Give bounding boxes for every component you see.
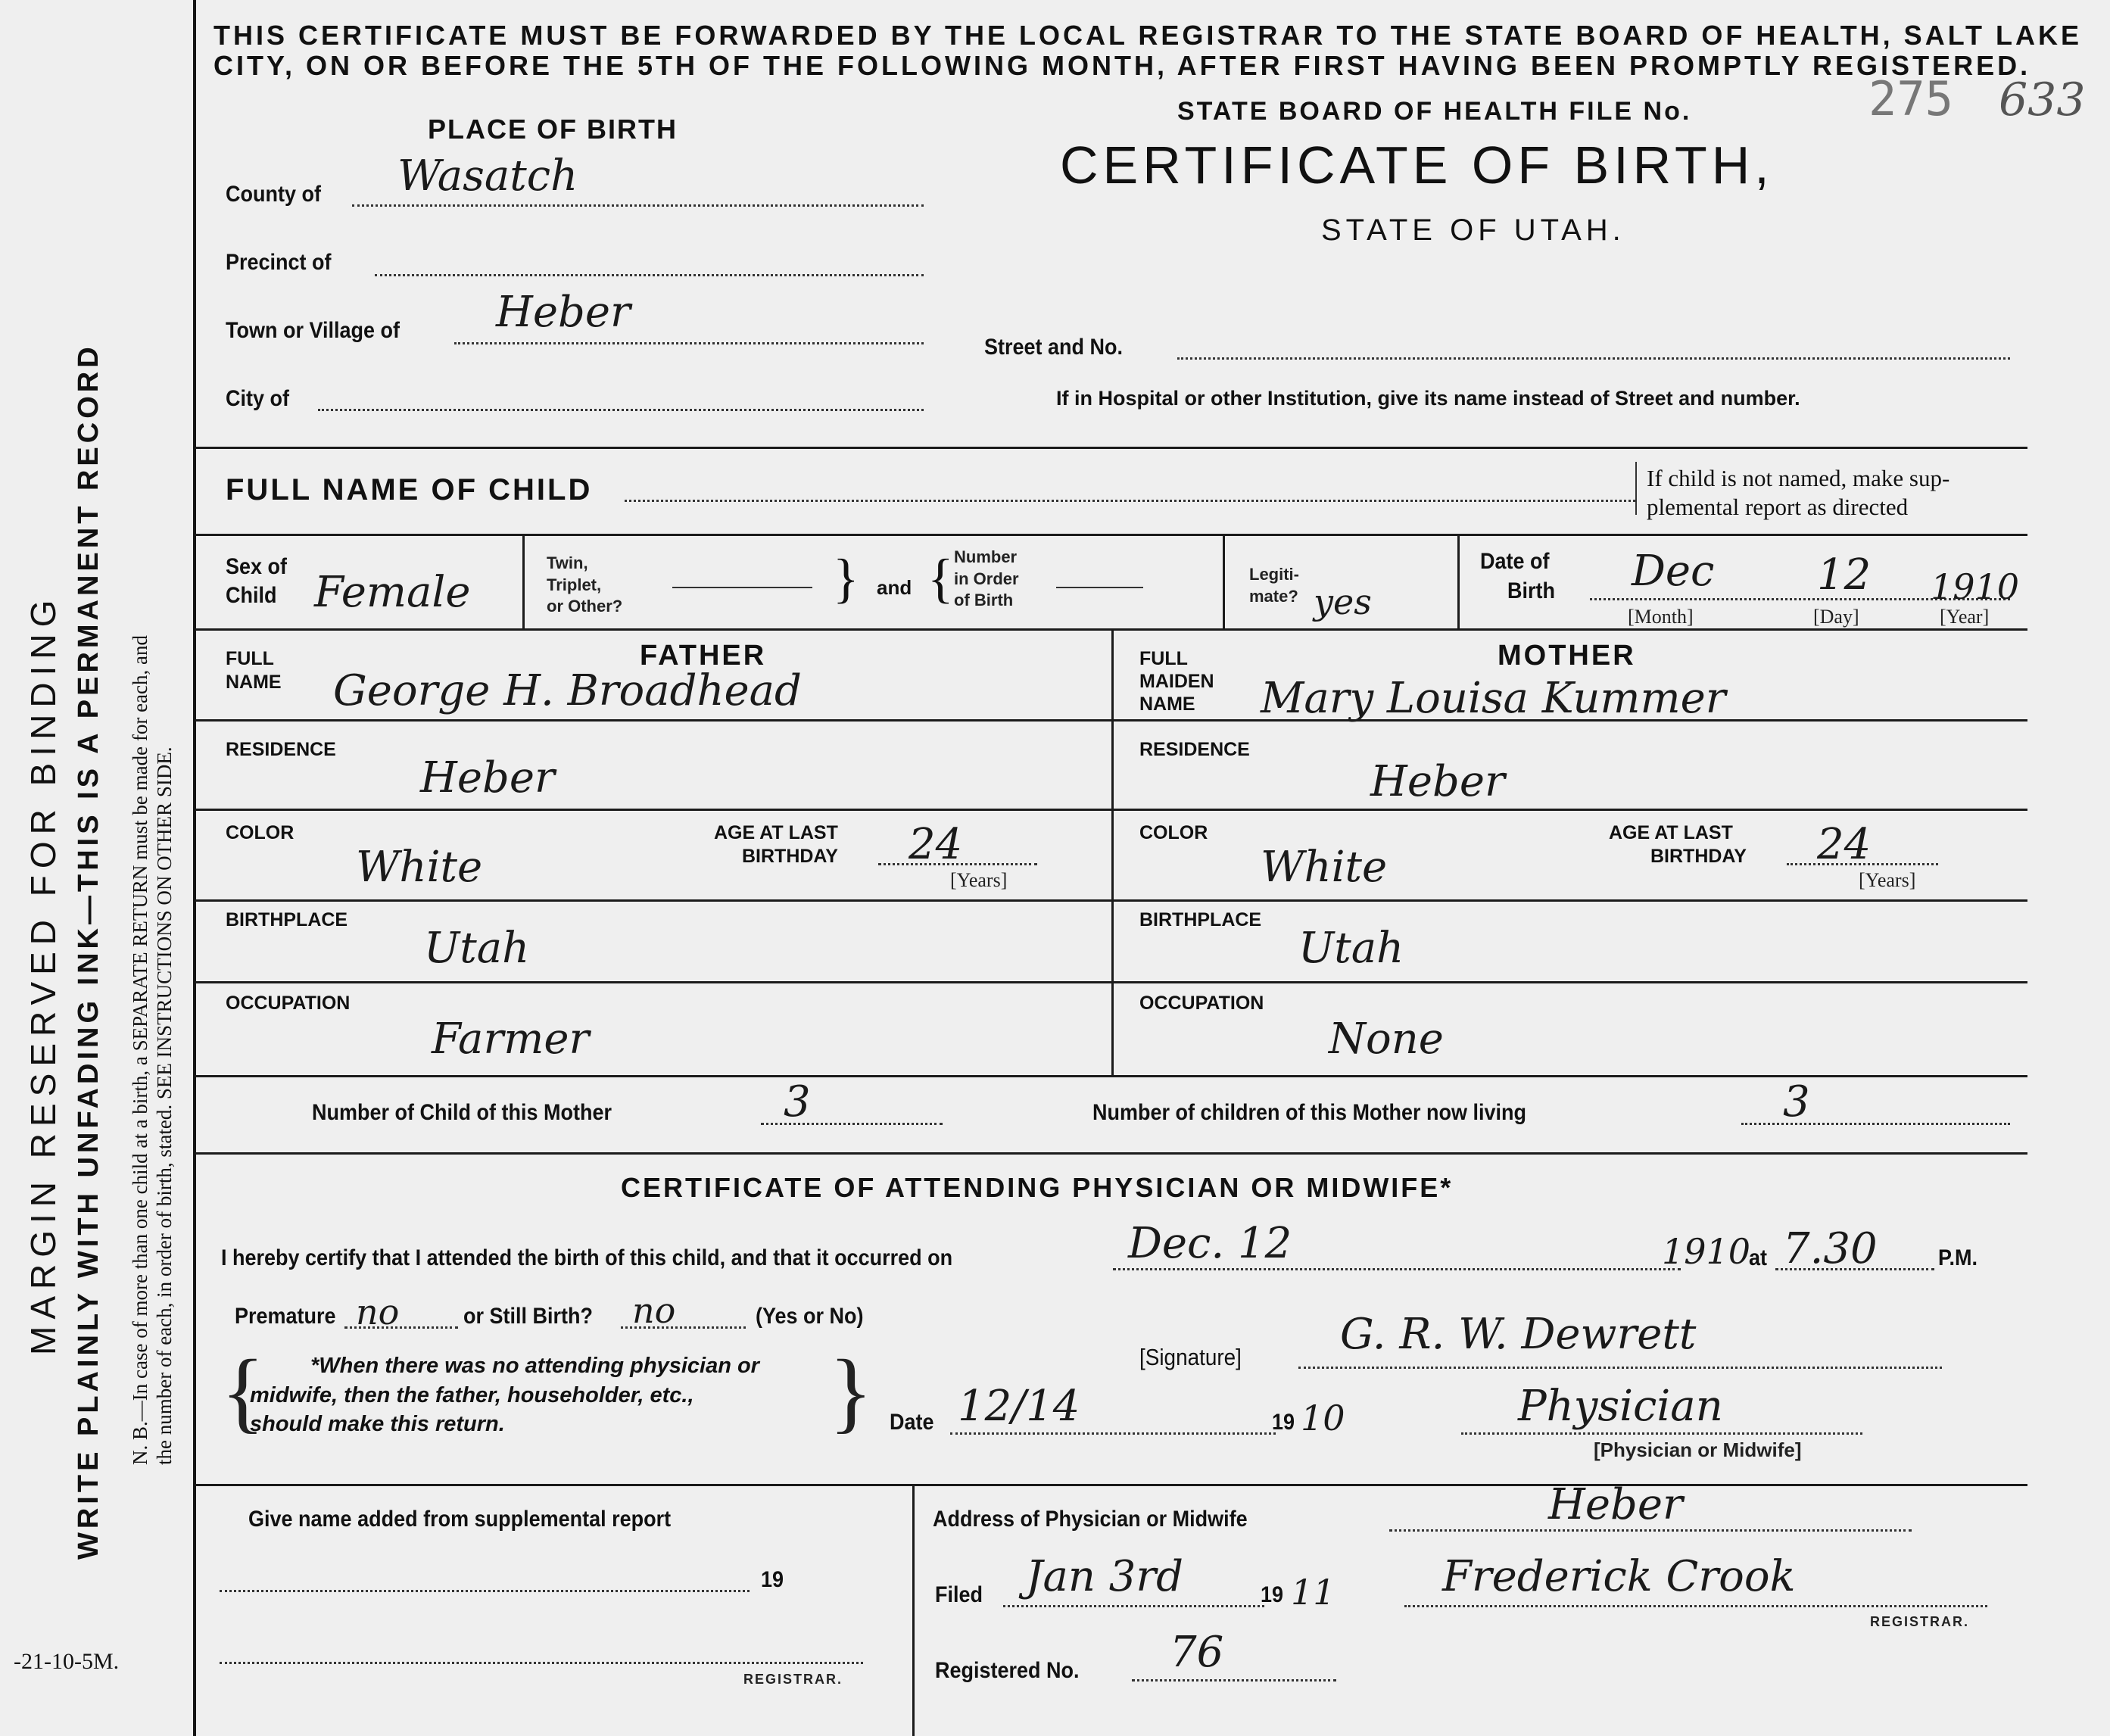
city-label: City of [226, 386, 289, 411]
certificate-subtitle: STATE OF UTAH. [1321, 213, 1625, 247]
address-label: Address of Physician or Midwife [933, 1507, 1248, 1532]
precinct-label: Precinct of [226, 250, 332, 275]
sign-year-prefix: 19 [1272, 1410, 1295, 1435]
registered-no-label: Registered No. [935, 1658, 1080, 1683]
father-age-label: AGE AT LAST BIRTHDAY [713, 822, 838, 868]
birth-month-value: Dec [1632, 547, 1715, 596]
birth-year-value: 1910 [1931, 566, 2020, 607]
mother-name-value: Mary Louisa Kummer [1261, 674, 1726, 723]
father-heading: FATHER [640, 640, 767, 672]
mother-years-caption: [Years] [1859, 869, 1916, 891]
supplemental-label: Give name added from supplemental report [248, 1507, 672, 1532]
premature-label: Premature [235, 1304, 336, 1329]
mother-occupation-label: OCCUPATION [1139, 993, 1264, 1014]
and-label: and [877, 576, 912, 599]
mother-occupation-value: None [1329, 1014, 1444, 1064]
file-no-handwritten: 633 [1999, 73, 2086, 126]
filed-year-value: 11 [1291, 1572, 1336, 1613]
day-caption: [Day] [1813, 606, 1859, 628]
father-residence-value: Heber [420, 753, 555, 803]
registrar-signature: Frederick Crook [1442, 1552, 1796, 1601]
children-living-value: 3 [1783, 1077, 1810, 1127]
filed-year-prefix: 19 [1261, 1582, 1284, 1607]
father-age-value: 24 [909, 820, 963, 869]
margin-binding-text: MARGIN RESERVED FOR BINDING [23, 593, 63, 1355]
physician-title-value: Physician [1518, 1382, 1723, 1431]
mother-age-value: 24 [1817, 820, 1872, 869]
father-name-label: FULL NAME [226, 648, 282, 693]
physician-heading: CERTIFICATE OF ATTENDING PHYSICIAN OR MIDWIFE* [621, 1172, 1454, 1203]
registrar-caption-right: REGISTRAR. [1870, 1614, 1970, 1629]
children-living-label: Number of children of this Mother now living [1092, 1100, 1527, 1125]
mother-residence-value: Heber [1370, 757, 1505, 806]
mother-color-label: COLOR [1139, 822, 1208, 843]
birth-order-label: Number in Order of Birth [954, 547, 1019, 610]
supplemental-year-label: 19 [761, 1567, 784, 1592]
file-no-stamp: 275 [1868, 71, 1953, 126]
father-occupation-label: OCCUPATION [226, 993, 351, 1014]
hospital-note: If in Hospital or other Institution, give its name instead of Street and number. [1056, 387, 1800, 410]
town-label: Town or Village of [226, 318, 400, 343]
sex-value: Female [314, 568, 471, 617]
birth-occurred-date: Dec. 12 [1128, 1219, 1292, 1268]
header-line2: CITY, ON OR BEFORE THE 5TH OF THE FOLLOWING MONTH, AFTER FIRST HAVING BEEN PROMPTLY REGISTERED. [213, 50, 2031, 81]
physician-signature: G. R. W. Dewrett [1340, 1310, 1697, 1359]
father-color-label: COLOR [226, 822, 295, 843]
margin-ink-text: WRITE PLAINLY WITH UNFADING INK—THIS IS A PERMANENT RECORD [73, 343, 104, 1560]
signature-label: [Signature] [1139, 1344, 1242, 1370]
town-value: Heber [496, 288, 631, 337]
full-name-child-label: FULL NAME OF CHILD [226, 473, 593, 506]
certificate-title: CERTIFICATE OF BIRTH, [1060, 136, 1774, 195]
certificate-page: MARGIN RESERVED FOR BINDING WRITE PLAINLY WITH UNFADING INK—THIS IS A PERMANENT RECORD N. B.—In case of more than one child at a birth, a SEPARATE RETURN must be made for each, and the number of each, in order of birth, stated. SEE INSTRUCTIONS ON OTHER SIDE. -21-10-5M. THIS CERTIFICATE MUST BE FORWARDED BY THE LOCAL REGISTRAR TO THE STATE BOARD OF HEALTH, SALT LAKE CITY, ON OR BEFORE THE 5TH OF THE FOLLOWING MONTH, AFTER FIRST HAVING BEEN PROMPTLY REGISTERED. STATE BOARD OF HEALTH FILE No. 275 633 CERTIFICATE OF BIRTH, STATE OF UTAH. PLACE OF BIRTH County of Wasatch Precinct of Town or Village of Heber City of Street and No. If in Hospital or other Institution, give its name instead of Street and number. FULL NAME OF CHILD If child is not named, make sup- plemental report as directed Sex of Child Female Twin, Triplet, or Other? } and { Number in Order of Birth Legiti- mate? yes Date of Birth Dec 12 1910 [Month] [Day] [Year] FATHER FULL NAME George H. Broadhead RESIDENCE Heber COLOR White AGE AT LAST BIRTHDAY 24 [Years] BIRTHPLACE Utah OCCUPATION Farmer MOTHER FULL MAIDEN NAME Mary Louisa Kummer RESIDENCE Heber COLOR White AGE AT LAST BIRTHDAY 24 [Years] BIRTHPLACE Utah OCCUPATION None Number of Child of this Mother 3 Number of children of this Mother now living 3 CERTIFICATE OF ATTENDING PHYSICIAN OR MIDWIFE* I hereby certify that I attended the birth of this child, and that it occurred on Dec. 12 1910 at 7.30 P.M. Premature no or Still Birth? no (Yes or No) { *When there was no attending physician or midwife, then the father, householder, etc., should make this return. } [Signature] G. R. W. Dewrett Date 12/14 19 10 Physician [Physician or Midwife] Give name added from supplemental report 19 REGISTRAR. Address of Physician or Midwife Heber Filed Jan 3rd 19 11 Frederick Crook REGISTRAR. Registered No. 76 [0, 0, 2110, 1736]
father-name-value: George H. Broadhead [333, 666, 802, 715]
county-label: County of [226, 182, 321, 207]
address-value: Heber [1548, 1480, 1683, 1529]
no-physician-note: *When there was no attending physician or midwife, then the father, householder, etc., should make this return. [250, 1354, 759, 1437]
father-birthplace-value: Utah [424, 924, 530, 973]
physician-title-caption: [Physician or Midwife] [1594, 1438, 1802, 1461]
still-birth-value: no [632, 1290, 676, 1331]
still-birth-label: or Still Birth? [463, 1304, 593, 1329]
number-child-value: 3 [784, 1077, 811, 1127]
not-named-note-2: plemental report as directed [1647, 494, 1909, 520]
mother-birthplace-value: Utah [1298, 924, 1404, 973]
certify-statement: I hereby certify that I attended the birth of this child, and that it occurred on [221, 1245, 953, 1270]
twin-label: Twin, Triplet, or Other? [547, 553, 623, 616]
sex-label: Sex of Child [226, 554, 288, 608]
mother-name-label: FULL MAIDEN NAME [1139, 648, 1214, 715]
father-birthplace-label: BIRTHPLACE [226, 909, 348, 930]
mother-residence-label: RESIDENCE [1139, 739, 1250, 760]
father-color-value: White [356, 843, 483, 892]
registered-no-value: 76 [1170, 1628, 1224, 1677]
mother-heading: MOTHER [1498, 640, 1636, 672]
father-years-caption: [Years] [950, 869, 1008, 891]
number-child-label: Number of Child of this Mother [312, 1100, 612, 1125]
mother-age-label: AGE AT LAST BIRTHDAY [1609, 822, 1747, 868]
form-number: -21-10-5M. [14, 1649, 120, 1674]
margin-nb-line2: the number of each, in order of birth, stated. SEE INSTRUCTIONS ON OTHER SIDE. [153, 746, 176, 1465]
yes-no-label: (Yes or No) [756, 1304, 864, 1329]
place-of-birth-heading: PLACE OF BIRTH [428, 114, 678, 145]
sign-year-value: 10 [1301, 1398, 1345, 1438]
father-occupation-value: Farmer [432, 1014, 590, 1064]
legitimate-label: Legiti- mate? [1249, 565, 1299, 606]
sign-date-value: 12/14 [958, 1382, 1080, 1431]
mother-color-value: White [1261, 843, 1388, 892]
mother-birthplace-label: BIRTHPLACE [1139, 909, 1262, 930]
registrar-caption-left: REGISTRAR. [743, 1672, 843, 1687]
year-caption: [Year] [1940, 606, 1990, 628]
birth-time-value: 7.30 [1783, 1224, 1878, 1273]
at-label: at [1749, 1245, 1768, 1270]
birth-day-value: 12 [1817, 550, 1872, 600]
birth-occurred-year: 1910 [1662, 1231, 1751, 1272]
not-named-note-1: If child is not named, make sup- [1647, 465, 1950, 491]
filed-date-value: Jan 3rd [1026, 1552, 1183, 1601]
legitimate-value: yes [1314, 581, 1372, 622]
street-label: Street and No. [984, 335, 1124, 360]
month-caption: [Month] [1628, 606, 1694, 628]
sign-date-label: Date [890, 1410, 934, 1435]
date-of-birth-label: Date of Birth [1480, 549, 1555, 603]
header-line1: THIS CERTIFICATE MUST BE FORWARDED BY THE LOCAL REGISTRAR TO THE STATE BOARD OF HEALTH, SALT LAKE [213, 20, 2083, 51]
margin-nb-line1: N. B.—In case of more than one child at a birth, a SEPARATE RETURN must be made for each, and [129, 634, 151, 1465]
premature-value: no [356, 1292, 400, 1332]
county-value: Wasatch [397, 151, 578, 201]
file-no-label: STATE BOARD OF HEALTH FILE No. [1177, 97, 1692, 126]
pm-label: P.M. [1938, 1245, 1978, 1270]
filed-label: Filed [935, 1582, 983, 1607]
father-residence-label: RESIDENCE [226, 739, 336, 760]
